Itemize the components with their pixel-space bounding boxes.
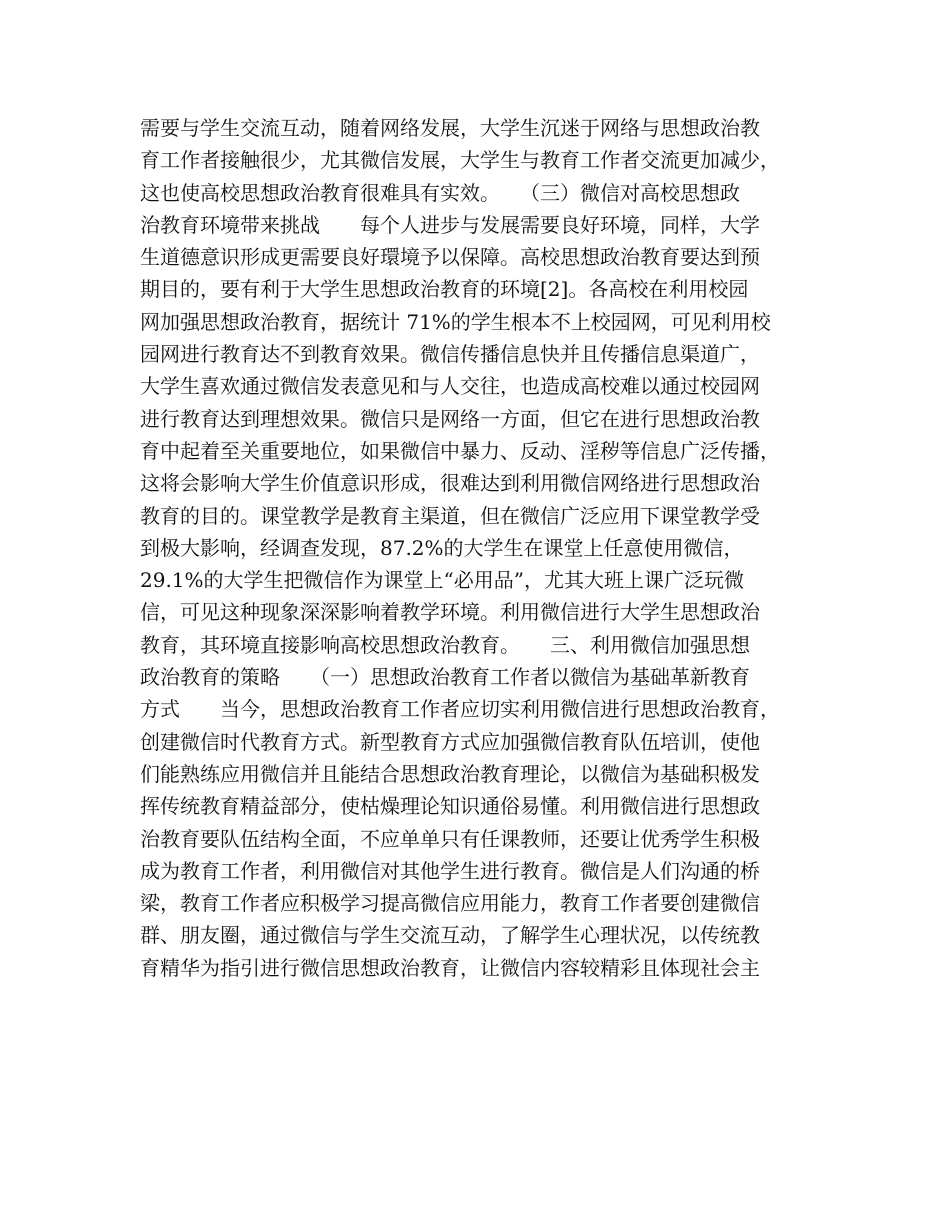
text-line: 教育的目的。课堂教学是教育主渠道，但在微信广泛应用下课堂教学受 <box>140 503 760 528</box>
text-line: 群、朋友圈，通过微信与学生交流互动，了解学生心理状况，以传统教 <box>140 923 760 948</box>
text-line: 育中起着至关重要地位，如果微信中暴力、反动、淫秽等信息广泛传播， <box>140 438 780 463</box>
text-line: 育精华为指引进行微信思想政治教育，让微信内容较精彩且体现社会主 <box>140 955 760 980</box>
text-line: 育工作者接触很少，尤其微信发展，大学生与教育工作者交流更加减少， <box>140 148 780 173</box>
text-line: 到极大影响，经调查发现，87.2%的大学生在课堂上任意使用微信， <box>140 535 744 560</box>
text-line: 政治教育的策略 （一）思想政治教育工作者以微信为基础革新教育 <box>140 665 750 690</box>
text-line: 进行教育达到理想效果。微信只是网络一方面，但它在进行思想政治教 <box>140 406 760 431</box>
text-line: 治教育环境带来挑战 每个人进步与发展需要良好环境，同样，大学 <box>140 212 760 237</box>
text-line: 这也使高校思想政治教育很难具有实效。 （三）微信对高校思想政 <box>140 180 740 205</box>
text-line: 教育，其环境直接影响高校思想政治教育。 三、利用微信加强思想 <box>140 632 750 657</box>
text-line: 治教育要队伍结构全面，不应单单只有任课教师，还要让优秀学生积极 <box>140 826 760 851</box>
text-line: 信，可见这种现象深深影响着教学环境。利用微信进行大学生思想政治 <box>140 600 760 625</box>
text-line: 需要与学生交流互动，随着网络发展，大学生沉迷于网络与思想政治教 <box>140 116 760 140</box>
text-line: 大学生喜欢通过微信发表意见和与人交往，也造成高校难以通过校园网 <box>140 374 760 399</box>
text-line: 们能熟练应用微信并且能结合思想政治教育理论，以微信为基础积极发 <box>140 761 760 786</box>
text-line: 园网进行教育达不到教育效果。微信传播信息快并且传播信息渠道广， <box>140 342 760 367</box>
text-line: 这将会影响大学生价值意识形成，很难达到利用微信网络进行思想政治 <box>140 471 760 496</box>
text-line: 网加强思想政治教育，据统计 71%的学生根本不上校园网，可见利用校 <box>140 309 771 334</box>
text-line: 创建微信时代教育方式。新型教育方式应加强微信教育队伍培训，使他 <box>140 729 760 754</box>
text-line: 生道德意识形成更需要良好環境予以保障。高校思想政治教育要达到预 <box>140 245 760 270</box>
text-line: 期目的，要有利于大学生思想政治教育的环境[2]。各高校在利用校园 <box>140 277 749 302</box>
text-line: 成为教育工作者，利用微信对其他学生进行教育。微信是人们沟通的桥 <box>140 858 760 883</box>
text-line: 挥传统教育精益部分，使枯燥理论知识通俗易懂。利用微信进行思想政 <box>140 794 760 819</box>
text-line: 方式 当今，思想政治教育工作者应切实利用微信进行思想政治教育， <box>140 697 780 722</box>
body-text <box>140 112 820 984</box>
text-line: 梁，教育工作者应积极学习提高微信应用能力，教育工作者要创建微信 <box>140 891 760 916</box>
text-line: 29.1%的大学生把微信作为课堂上“必用品”，尤其大班上课广泛玩微 <box>140 568 744 593</box>
